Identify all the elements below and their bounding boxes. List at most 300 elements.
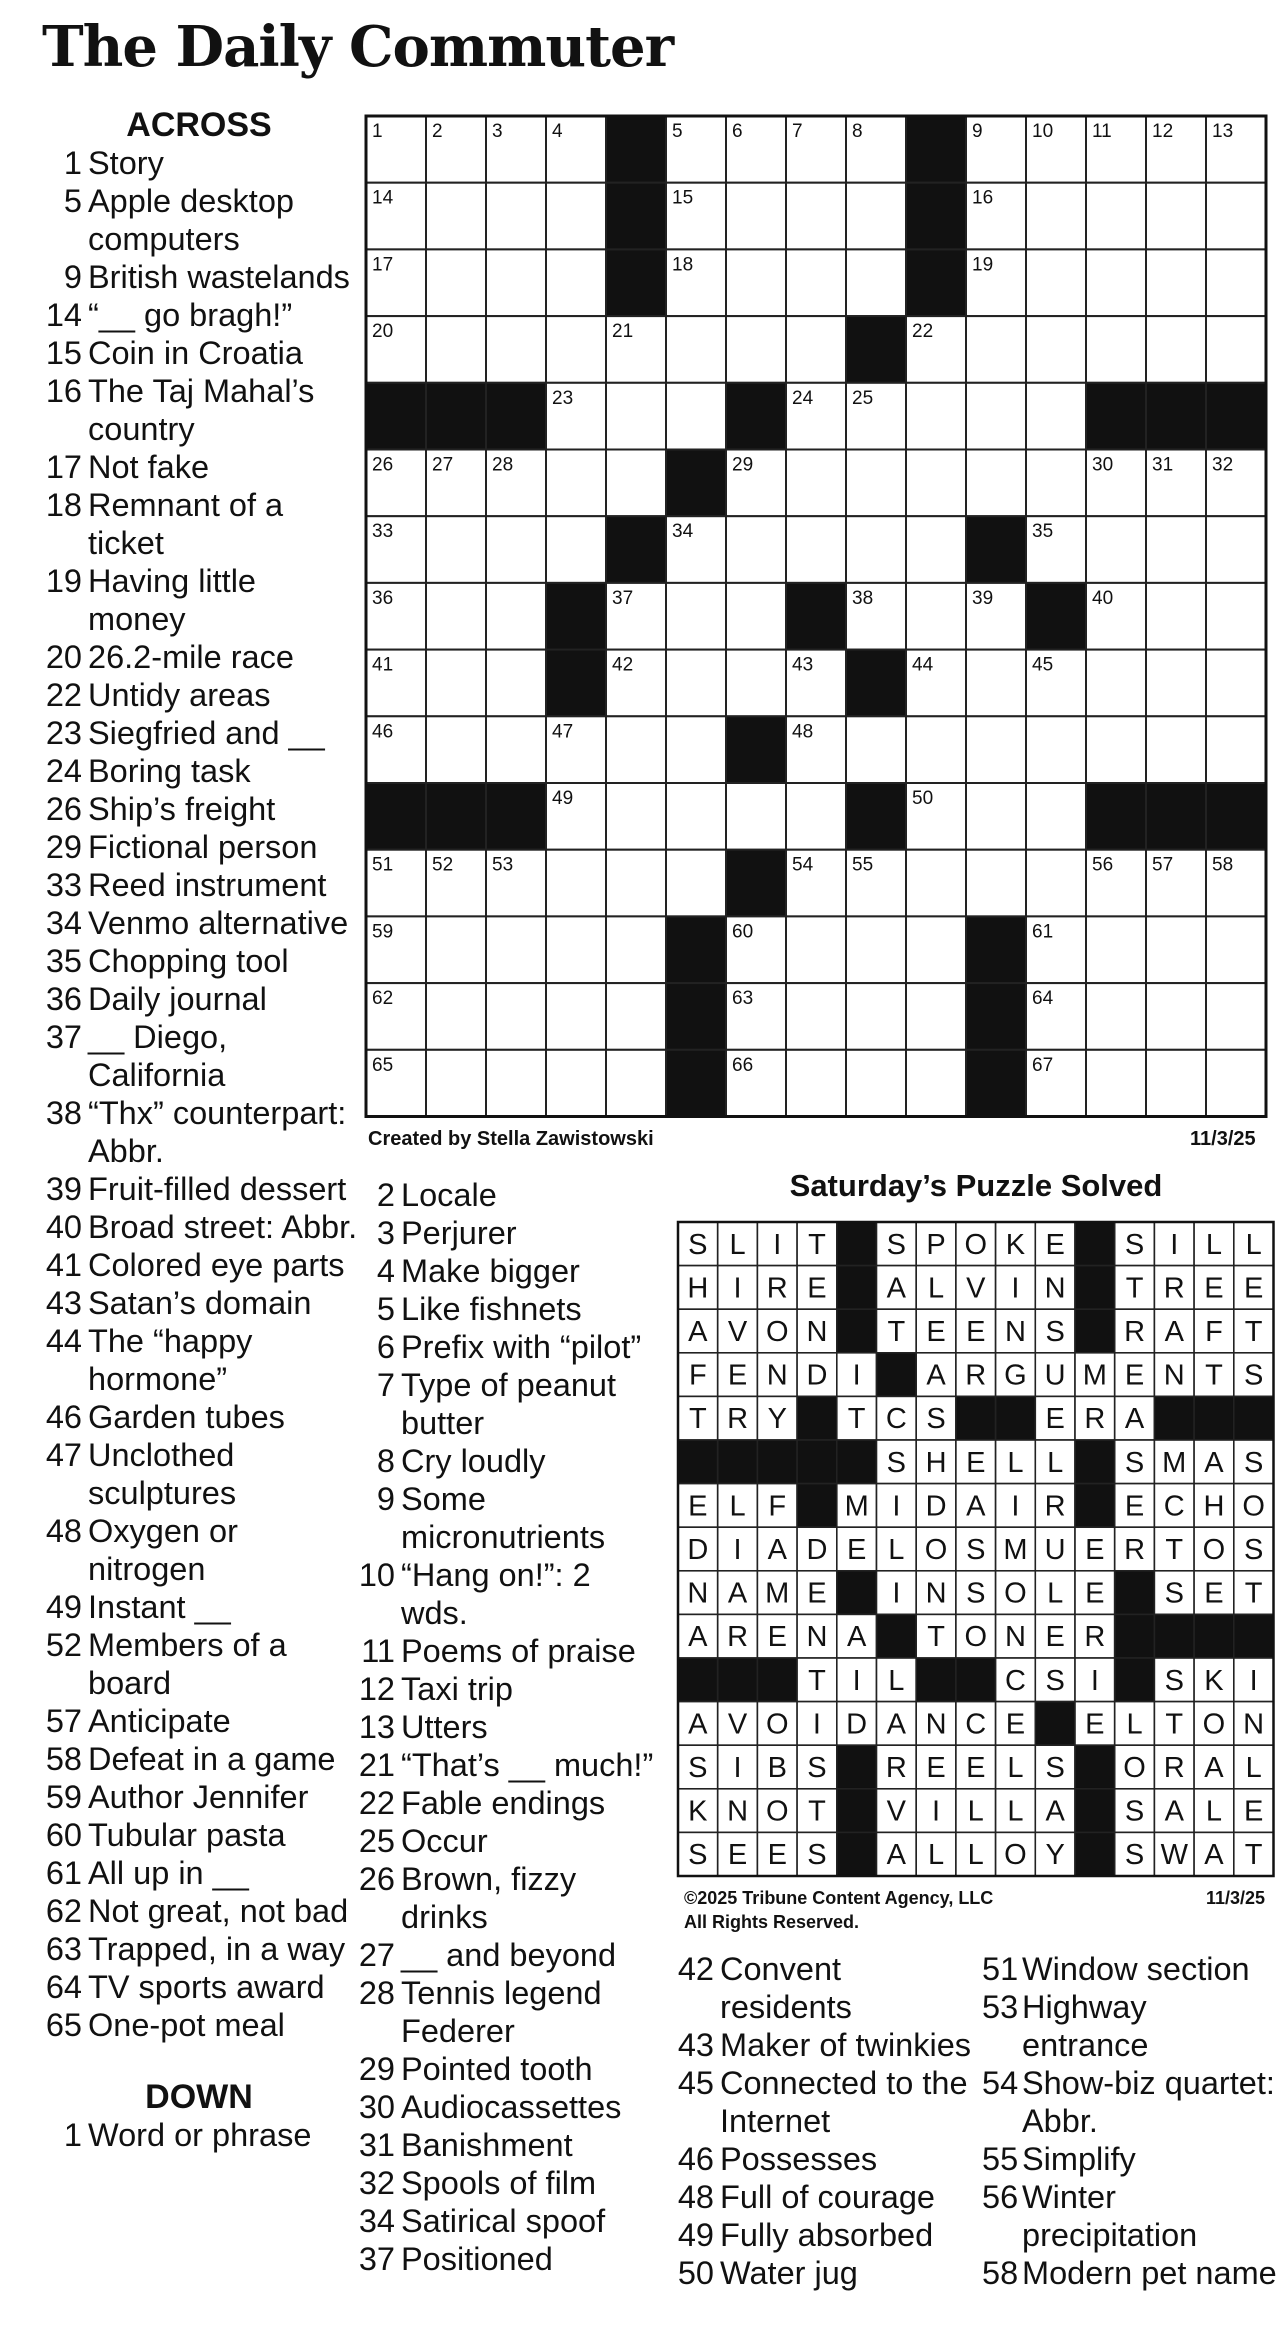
solution-letter: O [765,1795,789,1828]
across-clue [40,1246,358,1284]
down-clue [356,1214,656,1252]
clue-text: “__ go bragh!” [88,297,293,333]
grid-cell[interactable] [726,183,786,250]
grid-cell[interactable] [786,983,846,1050]
grid-cell[interactable] [846,916,906,983]
solved-puzzle-grid [676,1220,1276,1880]
solution-letter: S [1045,1752,1065,1784]
solution-letter: Y [1045,1839,1065,1872]
clue-number: 11 [361,1633,395,1669]
black-square [606,183,666,250]
solution-letter: A [886,1708,907,1741]
black-square [1146,383,1206,450]
grid-cell[interactable] [906,983,966,1050]
cell-number: 61 [1032,921,1054,943]
grid-cell[interactable] [546,450,606,517]
cell-number: 6 [732,121,743,142]
grid-cell[interactable] [486,983,546,1050]
cell-number: 23 [552,387,574,409]
solution-letter: E [966,1446,986,1479]
grid-cell[interactable] [546,249,606,316]
clue-number: 44 [45,1323,82,1359]
grid-cell[interactable] [1086,983,1146,1050]
solution-letter: N [1004,1621,1026,1654]
grid-cell[interactable] [666,383,726,450]
clue-number: 5 [376,1291,395,1327]
grid-cell[interactable] [666,716,726,783]
solution-letter: L [1126,1708,1143,1741]
grid-cell[interactable] [606,850,666,917]
solution-letter: E [1045,1403,1065,1436]
clue-number: 23 [45,715,82,751]
solution-letter: L [1205,1795,1223,1828]
solution-letter: R [885,1752,907,1784]
down-clue [356,1176,656,1214]
grid-cell[interactable] [1146,516,1206,583]
grid-cell[interactable] [546,183,606,250]
down-clue [672,2178,972,2216]
grid-cell[interactable] [606,916,666,983]
clue-text: Window section [1022,1951,1250,1987]
grid-cell[interactable] [546,316,606,383]
grid-cell[interactable] [546,1050,606,1117]
grid-cell[interactable] [666,783,726,850]
grid-cell[interactable] [1146,916,1206,983]
clue-text: Apple desktop computers [88,183,294,257]
solution-letter: I [892,1490,901,1523]
solution-letter: A [727,1577,748,1610]
cell-number: 40 [1092,587,1114,609]
clue-number: 13 [358,1709,395,1745]
puzzle-credit: Created by Stella Zawistowski [368,1128,654,1150]
across-clue [40,1208,358,1246]
grid-cell[interactable] [486,916,546,983]
solution-letter: I [852,1359,861,1392]
clue-text: Make bigger [401,1253,580,1289]
solution-letter: C [1004,1664,1026,1697]
grid-cell[interactable] [1206,1050,1266,1117]
solution-letter: V [886,1795,907,1828]
grid-cell[interactable] [666,316,726,383]
grid-cell[interactable] [906,583,966,650]
cell-number: 59 [372,921,394,943]
solution-black-square [757,1440,797,1484]
grid-cell[interactable] [486,1050,546,1117]
solution-letter: I [733,1272,742,1305]
solution-letter: A [1164,1316,1184,1348]
cell-number: 57 [1152,854,1174,876]
grid-cell[interactable] [966,850,1026,917]
crossword-grid-svg[interactable] [364,114,1272,1122]
down-clue [672,2254,972,2292]
solution-black-square [877,1353,917,1397]
clue-number: 7 [376,1367,395,1403]
clue-number: 10 [358,1557,395,1593]
solution-letter: E [966,1752,986,1784]
solution-black-square [718,1440,758,1484]
clue-number: 26 [358,1861,395,1897]
solution-letter: C [1163,1490,1185,1523]
grid-cell[interactable] [1086,316,1146,383]
black-square [726,383,786,450]
grid-cell[interactable] [906,383,966,450]
solution-letter: I [1011,1490,1020,1523]
across-clue [40,296,358,334]
grid-cell[interactable] [606,983,666,1050]
grid-cell[interactable] [1026,850,1086,917]
down-clue [356,1936,656,1974]
grid-cell[interactable] [1206,249,1266,316]
solution-letter: N [727,1795,749,1828]
grid-cell[interactable] [1146,983,1206,1050]
clue-number: 34 [45,905,82,941]
solution-black-square [1075,1484,1115,1528]
clue-number: 5 [63,183,82,219]
grid-cell[interactable] [486,249,546,316]
clue-text: Some micronutrients [401,1481,606,1555]
grid-cell[interactable] [546,516,606,583]
grid-cell[interactable] [1026,183,1086,250]
black-square [666,450,726,517]
clue-number: 63 [45,1931,82,1967]
solution-letter: K [1204,1664,1224,1697]
grid-cell[interactable] [786,783,846,850]
grid-cell[interactable] [426,249,486,316]
grid-cell[interactable] [906,450,966,517]
grid-cell[interactable] [1086,183,1146,250]
clue-text: Fable endings [401,1785,606,1821]
across-clue [40,1094,358,1170]
across-clue [40,1930,358,1968]
solution-letter: R [1084,1403,1106,1436]
solution-letter: I [733,1752,742,1784]
clue-number: 30 [358,2089,395,2125]
cell-number: 37 [612,587,634,609]
grid-cell[interactable] [1206,983,1266,1050]
clue-number: 52 [45,1627,82,1663]
clue-text: Brown, fizzy drinks [401,1861,577,1935]
solution-letter: N [687,1577,709,1610]
grid-cell[interactable] [1206,716,1266,783]
clue-number: 27 [358,1937,395,1973]
across-clue [40,638,358,676]
clue-number: 2 [376,1177,395,1213]
grid-cell[interactable] [1026,716,1086,783]
clue-number: 28 [358,1975,395,2011]
grid-cell[interactable] [786,450,846,517]
grid-cell[interactable] [1146,1050,1206,1117]
clue-number: 64 [45,1969,82,2005]
grid-cell[interactable] [786,1050,846,1117]
grid-cell[interactable] [1146,583,1206,650]
grid-cell[interactable] [1086,1050,1146,1117]
grid-cell[interactable] [846,183,906,250]
grid-cell[interactable] [486,516,546,583]
grid-cell[interactable] [726,783,786,850]
solution-letter: R [1124,1316,1146,1348]
grid-cell[interactable] [1086,916,1146,983]
solution-letter: S [688,1228,708,1261]
down-clue [356,1632,656,1670]
grid-cell[interactable] [786,316,846,383]
clue-number: 54 [982,2065,1019,2101]
clue-number: 9 [376,1481,395,1517]
solution-letter: S [1243,1359,1264,1392]
grid-cell[interactable] [1206,916,1266,983]
grid-cell[interactable] [1086,650,1146,717]
solution-letter: T [927,1621,945,1654]
grid-cell[interactable] [1086,516,1146,583]
grid-cell[interactable] [486,650,546,717]
black-square [486,783,546,850]
clue-number: 43 [45,1285,82,1321]
cell-number: 3 [492,121,503,142]
grid-cell[interactable] [786,183,846,250]
clue-text: Not great, not bad [88,1893,349,1929]
solution-letter: U [1044,1534,1066,1566]
grid-cell[interactable] [726,583,786,650]
across-clue [40,562,358,638]
grid-cell[interactable] [486,716,546,783]
grid-cell[interactable] [846,249,906,316]
grid-cell[interactable] [1086,249,1146,316]
grid-cell[interactable] [786,516,846,583]
solution-letter: O [1202,1708,1226,1741]
clue-text: Fruit-filled dessert [88,1171,347,1207]
solution-letter: L [1007,1446,1024,1479]
grid-cell[interactable] [1026,316,1086,383]
solution-letter: P [926,1228,946,1261]
grid-cell[interactable] [906,716,966,783]
clue-text: Possesses [720,2141,878,2177]
grid-cell[interactable] [486,583,546,650]
clue-number: 22 [358,1785,395,1821]
clue-text: Connected to the Internet [720,2065,968,2139]
grid-cell[interactable] [666,650,726,717]
down-clue [982,2178,1278,2254]
clue-number: 47 [45,1437,82,1473]
solution-letter: M [844,1490,869,1523]
grid-cell[interactable] [426,583,486,650]
cell-number: 54 [792,854,814,876]
grid-cell[interactable] [1206,516,1266,583]
clue-text: TV sports award [88,1969,325,2005]
grid-cell[interactable] [1026,783,1086,850]
solution-letter: L [888,1664,905,1697]
down-clue [40,2116,358,2154]
black-square [966,1050,1026,1117]
grid-cell[interactable] [906,850,966,917]
clue-number: 61 [45,1855,82,1891]
cell-number: 30 [1092,454,1114,476]
clue-text: Water jug [720,2255,858,2291]
clue-text: Defeat in a game [88,1741,336,1777]
grid-cell[interactable] [786,916,846,983]
solution-letter: H [1203,1490,1225,1523]
grid-cell[interactable] [906,516,966,583]
black-square [606,116,666,183]
grid-cell[interactable] [966,316,1026,383]
clue-number: 16 [45,373,82,409]
grid-cell[interactable] [1206,583,1266,650]
solution-letter: C [885,1403,907,1436]
grid-cell[interactable] [546,983,606,1050]
clue-number: 37 [45,1019,82,1055]
clue-text: Taxi trip [401,1671,513,1707]
clue-text: Poems of praise [401,1633,636,1669]
grid-cell[interactable] [1146,316,1206,383]
solution-letter: L [1047,1446,1064,1479]
clue-number: 21 [358,1747,395,1783]
grid-cell[interactable] [1146,183,1206,250]
grid-cell[interactable] [426,716,486,783]
grid-cell[interactable] [966,783,1026,850]
solution-letter: L [729,1490,746,1523]
grid-cell[interactable] [726,249,786,316]
solution-letter: R [1163,1272,1185,1305]
grid-cell[interactable] [726,316,786,383]
cell-number: 67 [1032,1054,1054,1076]
grid-cell[interactable] [606,1050,666,1117]
grid-cell[interactable] [846,716,906,783]
black-square [1146,783,1206,850]
clue-number: 48 [677,2179,714,2215]
across-clue [40,1702,358,1740]
solution-letter: V [966,1272,986,1305]
grid-cell[interactable] [426,316,486,383]
grid-cell[interactable] [966,383,1026,450]
grid-cell[interactable] [1146,716,1206,783]
grid-cell[interactable] [966,716,1026,783]
black-square [666,1050,726,1117]
cell-number: 2 [432,121,443,142]
grid-cell[interactable] [1026,450,1086,517]
grid-cell[interactable] [1086,716,1146,783]
down-heading: DOWN [145,2078,253,2116]
clue-number: 46 [677,2141,714,2177]
cell-number: 9 [972,121,983,142]
grid-cell[interactable] [546,916,606,983]
solution-letter: N [1243,1708,1265,1741]
grid-cell[interactable] [426,183,486,250]
clue-number: 8 [376,1443,395,1479]
clue-text: Like fishnets [401,1291,582,1327]
grid-cell[interactable] [606,716,666,783]
grid-cell[interactable] [426,1050,486,1117]
grid-cell[interactable] [1026,383,1086,450]
grid-cell[interactable] [906,916,966,983]
solution-black-square [1115,1658,1155,1702]
grid-cell[interactable] [846,1050,906,1117]
black-square [546,650,606,717]
solution-letter: A [688,1708,708,1741]
grid-cell[interactable] [1026,249,1086,316]
down-clues-column-1 [356,1176,656,2278]
grid-cell[interactable] [426,650,486,717]
solution-letter: E [1085,1708,1105,1741]
crossword-grid[interactable] [364,114,1272,1122]
grid-cell[interactable] [906,1050,966,1117]
across-clue [40,1170,358,1208]
solution-letter: E [1124,1490,1145,1523]
grid-cell[interactable] [966,650,1026,717]
grid-cell[interactable] [1206,650,1266,717]
grid-cell[interactable] [726,516,786,583]
grid-cell[interactable] [426,916,486,983]
grid-cell[interactable] [1146,650,1206,717]
clue-text: Untidy areas [88,677,271,713]
solution-letter: E [966,1316,986,1348]
grid-cell[interactable] [846,450,906,517]
solution-black-square [678,1658,718,1702]
black-square [426,383,486,450]
solution-letter: A [886,1272,907,1305]
clue-text: Audiocassettes [401,2089,622,2125]
grid-cell[interactable] [1206,316,1266,383]
clue-text: “Thx” counterpart: Abbr. [88,1095,347,1169]
grid-cell[interactable] [426,983,486,1050]
cell-number: 28 [492,454,514,476]
solution-letter: T [887,1316,906,1348]
grid-cell[interactable] [1206,183,1266,250]
cell-number: 58 [1212,854,1234,876]
solution-letter: E [846,1534,867,1566]
grid-cell[interactable] [666,850,726,917]
grid-cell[interactable] [426,516,486,583]
across-clue [40,1968,358,2006]
solution-letter: T [688,1403,707,1436]
solution-black-square [1115,1571,1155,1615]
solution-letter: R [965,1359,987,1392]
black-square [726,716,786,783]
black-square [726,850,786,917]
solution-letter: A [966,1490,986,1523]
grid-cell[interactable] [726,650,786,717]
grid-cell[interactable] [546,850,606,917]
solution-letter: H [687,1272,709,1305]
solution-letter: R [1084,1621,1106,1654]
solution-letter: N [925,1708,947,1741]
solution-letter: E [926,1316,946,1348]
grid-cell[interactable] [486,316,546,383]
down-clue [356,1974,656,2050]
grid-cell[interactable] [606,450,666,517]
cell-number: 34 [672,521,694,543]
solution-letter: A [1204,1446,1224,1479]
solution-letter: B [767,1752,787,1784]
solution-letter: L [1007,1795,1024,1828]
cell-number: 11 [1092,121,1112,142]
grid-cell[interactable] [786,249,846,316]
clue-text: 26.2-mile race [88,639,294,675]
clue-text: Satan’s domain [88,1285,312,1321]
grid-cell[interactable] [1146,249,1206,316]
clue-text: Boring task [88,753,251,789]
grid-cell[interactable] [486,183,546,250]
grid-cell[interactable] [606,383,666,450]
solution-black-square [797,1396,837,1440]
grid-cell[interactable] [846,983,906,1050]
clue-number: 46 [45,1399,82,1435]
grid-cell[interactable] [966,450,1026,517]
grid-cell[interactable] [606,783,666,850]
grid-cell[interactable] [666,583,726,650]
clue-text: One-pot meal [88,2007,285,2043]
solution-letter: O [1242,1490,1265,1523]
grid-cell[interactable] [846,516,906,583]
down-clue [356,1822,656,1860]
black-square [1086,383,1146,450]
